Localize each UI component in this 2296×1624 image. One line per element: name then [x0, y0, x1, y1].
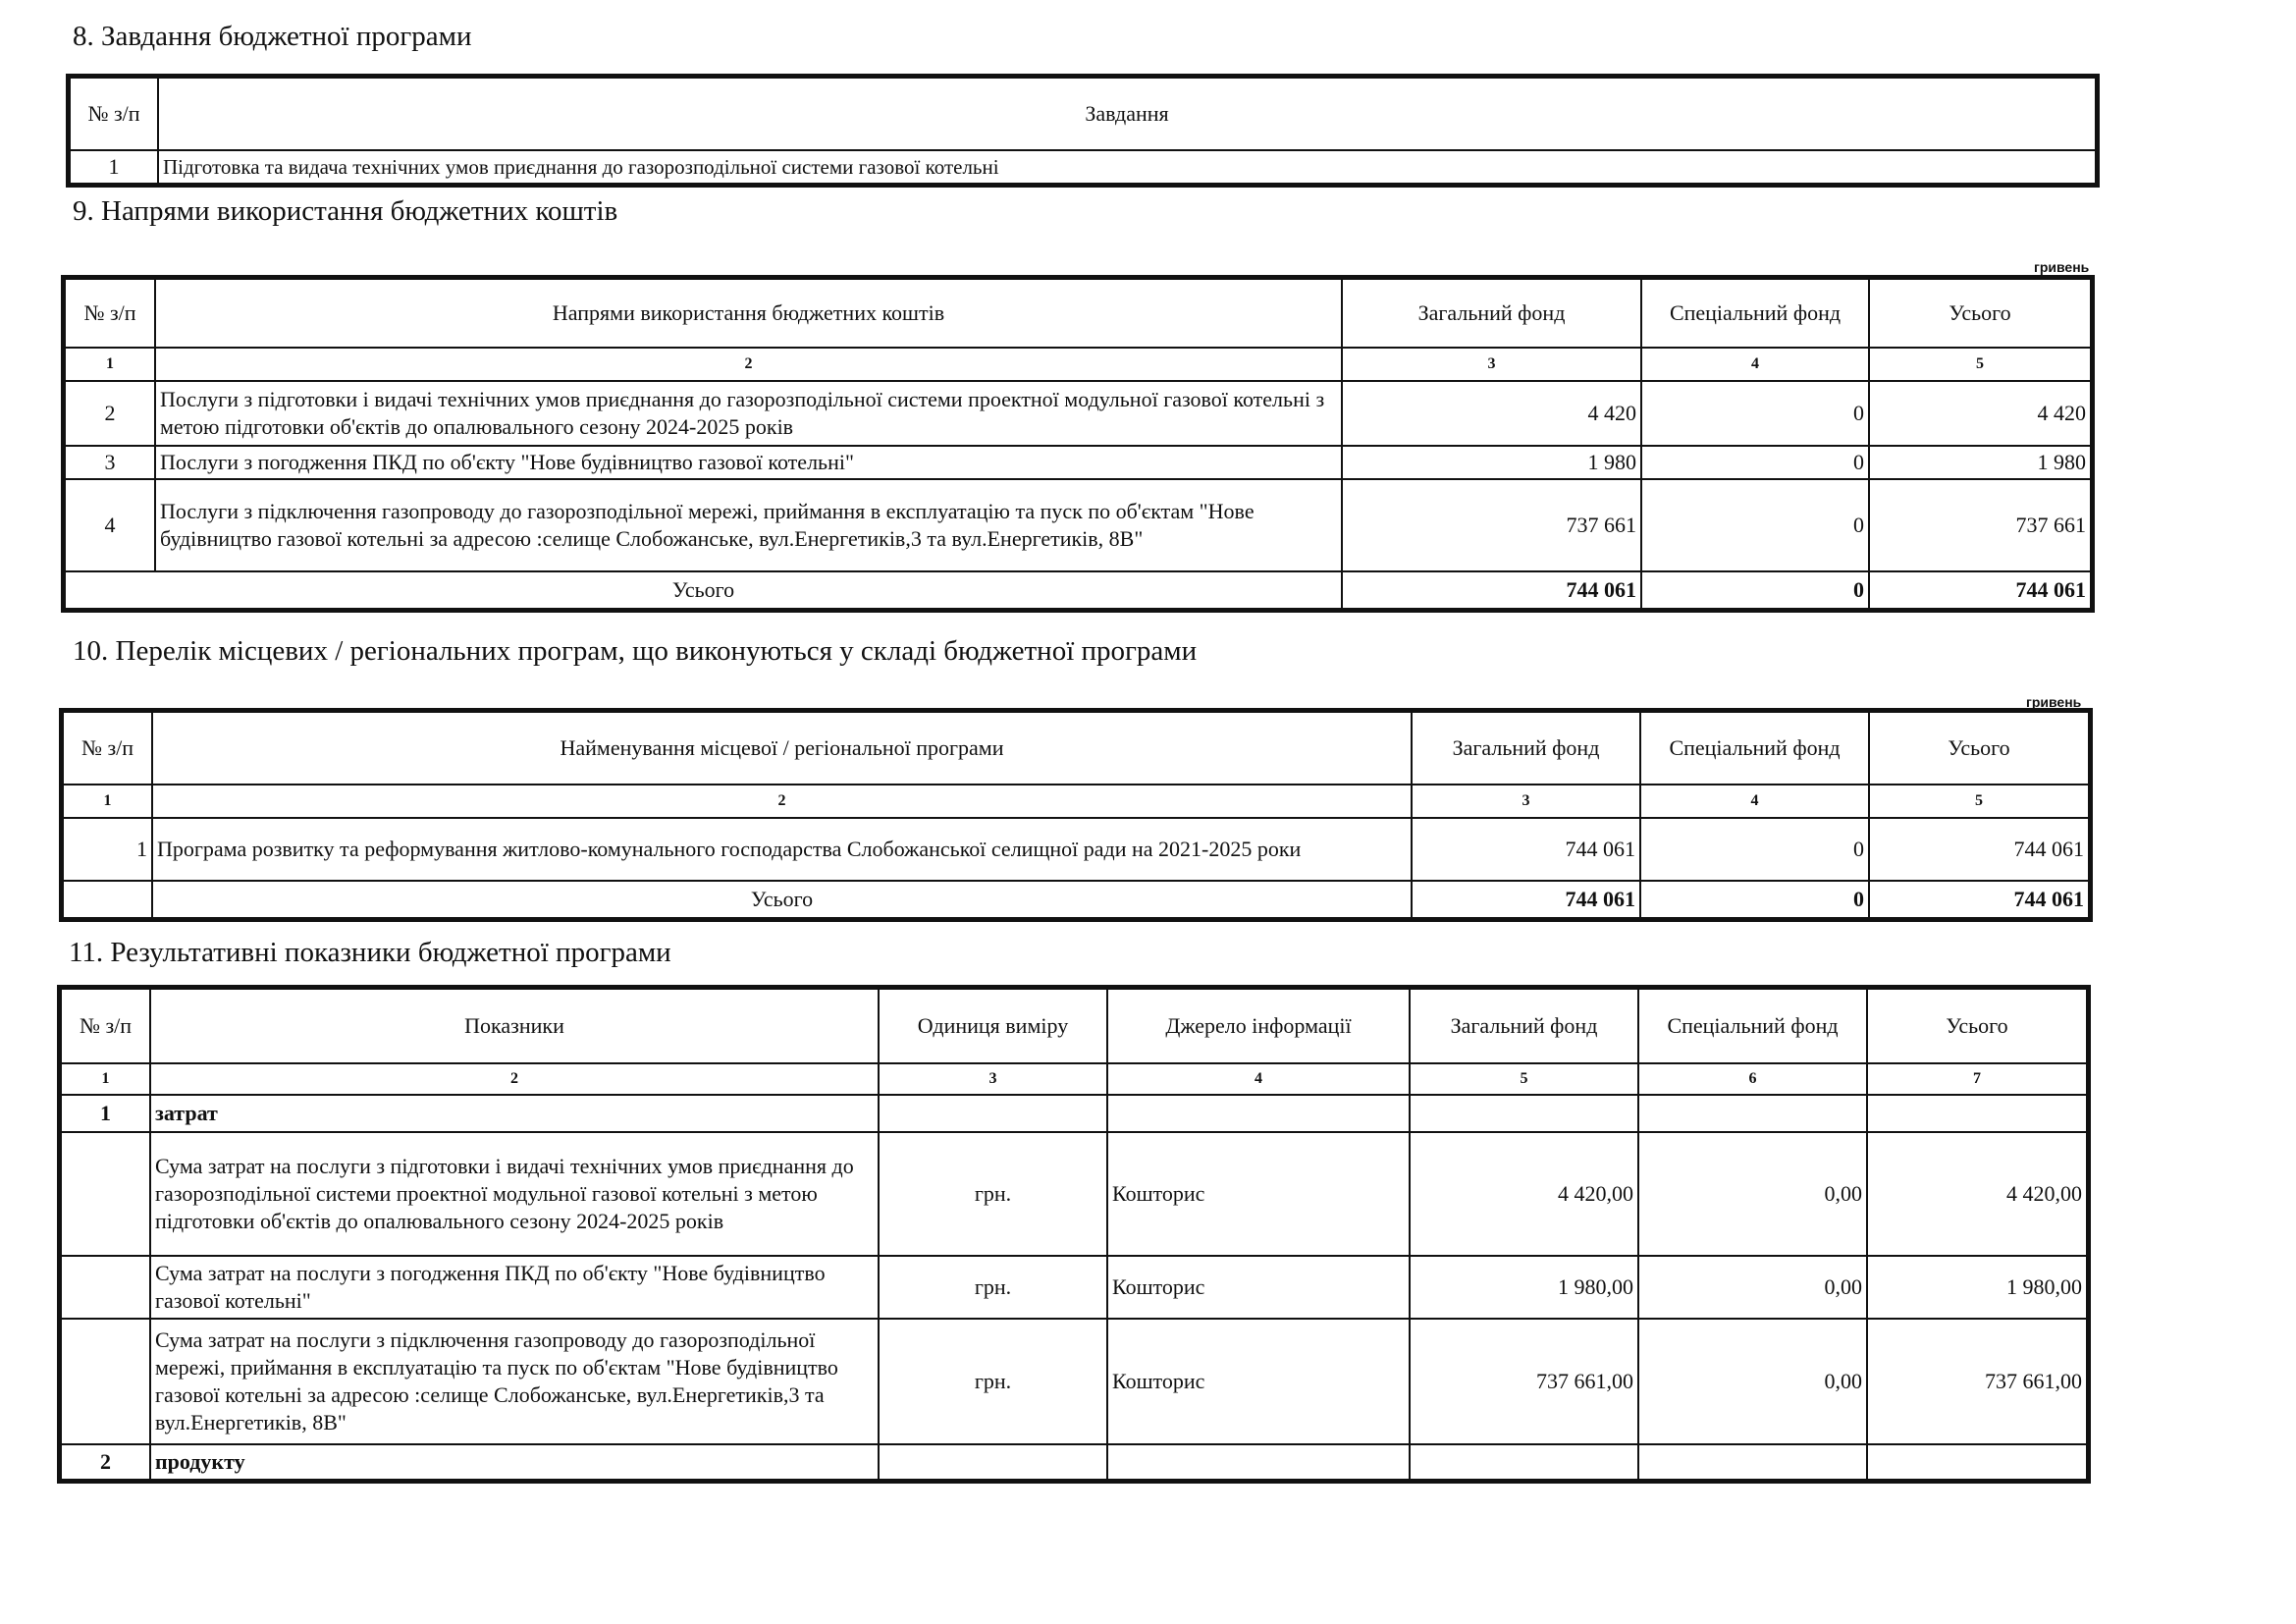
s9-total-special: 0 [1641, 571, 1869, 609]
s11-index-1: 1 [61, 1063, 150, 1095]
empty-cell [1410, 1095, 1638, 1132]
empty-cell [1638, 1095, 1867, 1132]
s11-row-special: 0,00 [1638, 1132, 1867, 1256]
empty-cell [1867, 1444, 2087, 1480]
s10-index-1: 1 [63, 785, 152, 818]
s11-row-source: Кошторис [1107, 1319, 1410, 1444]
s11-row-unit: грн. [879, 1319, 1107, 1444]
s9-row-num: 2 [65, 381, 155, 446]
s11-index-6: 6 [1638, 1063, 1867, 1095]
section8-title: 8. Завдання бюджетної програми [73, 21, 472, 52]
table-row [65, 381, 2091, 446]
section8-table [69, 77, 2097, 185]
group-row [61, 1444, 2087, 1480]
s9-row-general: 1 980 [1342, 446, 1641, 479]
section10-unit: гривень [2026, 694, 2082, 710]
s9-row-total: 1 980 [1869, 446, 2091, 479]
s11-header-total: Усього [1867, 989, 2087, 1063]
s9-index-5: 5 [1869, 348, 2091, 381]
empty-cell [1638, 1444, 1867, 1480]
s9-row-general: 737 661 [1342, 479, 1641, 571]
s10-row-total: 744 061 [1869, 818, 2089, 881]
s10-total-special: 0 [1640, 881, 1869, 918]
s11-index-5: 5 [1410, 1063, 1638, 1095]
s11-index-7: 7 [1867, 1063, 2087, 1095]
s9-header-total: Усього [1869, 279, 2091, 348]
s9-row-total: 737 661 [1869, 479, 2091, 571]
s11-header-num: № з/п [61, 989, 150, 1063]
s10-index-2: 2 [152, 785, 1412, 818]
s10-total-empty [63, 881, 152, 918]
s10-row-name: Програма розвитку та реформування житлово-комунального господарства Слобожанської селищної ради на 2021-2025 роки [152, 818, 1412, 881]
s10-total-general: 744 061 [1412, 881, 1640, 918]
s9-row-special: 0 [1641, 446, 1869, 479]
table-row [61, 1132, 2087, 1256]
section10-title: 10. Перелік місцевих / регіональних програм, що виконуються у складі бюджетної програми [73, 635, 1198, 667]
section9-unit: гривень [2034, 259, 2090, 275]
s9-index-1: 1 [65, 348, 155, 381]
s11-row-unit: грн. [879, 1256, 1107, 1319]
s11-header-unit: Одиниця виміру [879, 989, 1107, 1063]
s10-header-special: Спеціальний фонд [1640, 712, 1869, 785]
group-row [61, 1095, 2087, 1132]
s11-row-total: 737 661,00 [1867, 1319, 2087, 1444]
s9-index-2: 2 [155, 348, 1342, 381]
s11-index-2: 2 [150, 1063, 879, 1095]
s11-header-source: Джерело інформації [1107, 989, 1410, 1063]
s9-row-general: 4 420 [1342, 381, 1641, 446]
empty-cell [1107, 1095, 1410, 1132]
table-row [63, 818, 2089, 881]
s10-index-5: 5 [1869, 785, 2089, 818]
s11-row-special: 0,00 [1638, 1319, 1867, 1444]
s11-row-special: 0,00 [1638, 1256, 1867, 1319]
empty-cell [879, 1444, 1107, 1480]
s9-header-general: Загальний фонд [1342, 279, 1641, 348]
empty-cell [61, 1256, 150, 1319]
s10-header-num: № з/п [63, 712, 152, 785]
s9-row-total: 4 420 [1869, 381, 2091, 446]
s10-row-general: 744 061 [1412, 818, 1640, 881]
table-row [61, 1256, 2087, 1319]
empty-cell [61, 1319, 150, 1444]
s8-header-num: № з/п [70, 78, 158, 150]
total-row [65, 571, 2091, 609]
s10-row-special: 0 [1640, 818, 1869, 881]
s9-row-num: 4 [65, 479, 155, 571]
s11-header-name: Показники [150, 989, 879, 1063]
s11-row-name: Сума затрат на послуги з погодження ПКД по об'єкту "Нове будівництво газової котельні" [150, 1256, 879, 1319]
empty-cell [1107, 1444, 1410, 1480]
s9-total-general: 744 061 [1342, 571, 1641, 609]
s11-group1-label: затрат [150, 1095, 879, 1132]
s11-row-general: 4 420,00 [1410, 1132, 1638, 1256]
s11-header-general: Загальний фонд [1410, 989, 1638, 1063]
s11-header-special: Спеціальний фонд [1638, 989, 1867, 1063]
s9-row-name: Послуги з погодження ПКД по об'єкту "Нове будівництво газової котельні" [155, 446, 1342, 479]
empty-cell [879, 1095, 1107, 1132]
table-row [70, 150, 2096, 184]
s9-row-name: Послуги з підключення газопроводу до газорозподільної мережі, приймання в експлуатацію та пуск по об'єктам "Нове будівництво газової котельні за адресою :селище Слобожанське, вул.Енергетиків,3 та вул.Енергетиків, 8В" [155, 479, 1342, 571]
s9-row-num: 3 [65, 446, 155, 479]
s10-header-name: Найменування місцевої / регіональної програми [152, 712, 1412, 785]
s9-header-name: Напрями використання бюджетних коштів [155, 279, 1342, 348]
s10-header-total: Усього [1869, 712, 2089, 785]
total-row [63, 881, 2089, 918]
s11-row-name: Сума затрат на послуги з підготовки і видачі технічних умов приєднання до газорозподільної системи проектної модульної газової котельні з метою підготовки об'єктів до опалювального сезону 2024-2025 років [150, 1132, 879, 1256]
s11-row-general: 1 980,00 [1410, 1256, 1638, 1319]
table-row [61, 1319, 2087, 1444]
table-row [65, 446, 2091, 479]
s9-header-special: Спеціальний фонд [1641, 279, 1869, 348]
s9-total-total: 744 061 [1869, 571, 2091, 609]
s11-row-total: 4 420,00 [1867, 1132, 2087, 1256]
s10-index-3: 3 [1412, 785, 1640, 818]
s11-group1-num: 1 [61, 1095, 150, 1132]
s11-row-source: Кошторис [1107, 1256, 1410, 1319]
s9-row-special: 0 [1641, 479, 1869, 571]
section10-table [62, 711, 2090, 919]
s9-index-3: 3 [1342, 348, 1641, 381]
s9-header-num: № з/п [65, 279, 155, 348]
s11-group2-label: продукту [150, 1444, 879, 1480]
s11-index-3: 3 [879, 1063, 1107, 1095]
s11-row-general: 737 661,00 [1410, 1319, 1638, 1444]
s11-row-unit: грн. [879, 1132, 1107, 1256]
s9-total-label: Усього [65, 571, 1342, 609]
empty-cell [1410, 1444, 1638, 1480]
s8-row1-task: Підготовка та видача технічних умов приєднання до газорозподільної системи газової котельні [158, 150, 2096, 184]
s8-row1-num: 1 [70, 150, 158, 184]
s10-total-total: 744 061 [1869, 881, 2089, 918]
section9-table [64, 278, 2092, 610]
s11-row-total: 1 980,00 [1867, 1256, 2087, 1319]
empty-cell [1867, 1095, 2087, 1132]
section9-title: 9. Напрями використання бюджетних коштів [73, 195, 618, 227]
s11-row-name: Сума затрат на послуги з підключення газопроводу до газорозподільної мережі, приймання в експлуатацію та пуск по об'єктам "Нове будівництво газової котельні за адресою :селище Слобожанське, вул.Енергетиків,3 та вул.Енергетиків, 8В" [150, 1319, 879, 1444]
s9-row-name: Послуги з підготовки і видачі технічних умов приєднання до газорозподільної системи проектної модульної газової котельні з метою підготовки об'єктів до опалювального сезону 2024-2025 років [155, 381, 1342, 446]
s8-header-task: Завдання [158, 78, 2096, 150]
s10-row-num: 1 [63, 818, 152, 881]
s11-row-source: Кошторис [1107, 1132, 1410, 1256]
table-row [65, 479, 2091, 571]
s9-row-special: 0 [1641, 381, 1869, 446]
s9-index-4: 4 [1641, 348, 1869, 381]
s10-total-label: Усього [152, 881, 1412, 918]
s11-group2-num: 2 [61, 1444, 150, 1480]
s11-index-4: 4 [1107, 1063, 1410, 1095]
section11-table [60, 988, 2088, 1481]
empty-cell [61, 1132, 150, 1256]
section11-title: 11. Результативні показники бюджетної програми [69, 937, 671, 968]
s10-index-4: 4 [1640, 785, 1869, 818]
s10-header-general: Загальний фонд [1412, 712, 1640, 785]
